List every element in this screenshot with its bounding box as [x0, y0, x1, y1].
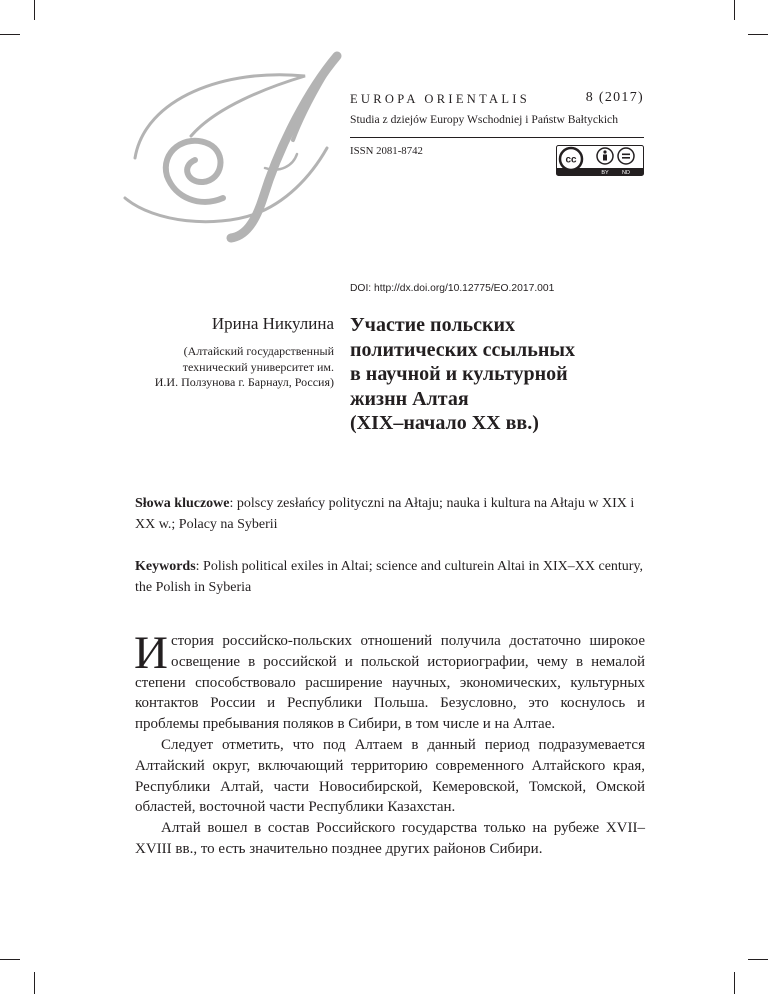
issn: ISSN 2081-8742 — [350, 145, 423, 157]
header-rule — [350, 137, 644, 138]
article-body — [134, 627, 645, 860]
keywords-polish — [135, 493, 647, 535]
crop-mark-top-right-vertical — [734, 0, 735, 20]
title-line: в научной и культурной — [350, 363, 568, 385]
journal-subtitle: Studia z dziejów Europy Wschodniej i Państw Bałtyckich — [350, 113, 619, 126]
keywords-english-label: Keywords — [135, 559, 196, 574]
affiliation-line: И.И. Ползунова г. Барнаул, Россия) — [154, 375, 334, 389]
keywords-polish-label: Słowa kluczowe — [135, 496, 230, 511]
author-name: Ирина Никулина — [211, 314, 334, 333]
drop-cap: И — [134, 627, 168, 679]
body-paragraph: Алтай вошел в состав Российского государства только на рубеже XVII–XVIII вв., то есть значительно позднее других районов Сибири. — [135, 820, 645, 857]
title-line: (XIX–начало XX вв.) — [350, 412, 539, 434]
crop-mark-bottom-right-vertical — [734, 972, 735, 994]
by-label: BY — [601, 170, 609, 176]
crop-mark-bottom-left-vertical — [34, 972, 35, 994]
author-affiliation — [114, 344, 334, 391]
paragraph-text: стория российско-польских отношений получила достаточно широкое освещение в российской и польской историографии, чему в немалой степени способствовало расширение научных, экономических, культурных контактов России и Республики Польша. Безусловно, это коснулось и проблемы пребывания поляков в Сибири, в том числе и на Алтае. — [135, 633, 645, 733]
crop-mark-top-left-horizontal — [0, 34, 20, 35]
nd-label: ND — [622, 170, 630, 176]
crop-mark-top-right-horizontal — [748, 34, 768, 35]
crop-mark-top-left-vertical — [34, 0, 35, 20]
issue-number: 8 (2017) — [585, 90, 644, 105]
affiliation-line: (Алтайский государственный — [183, 344, 334, 358]
article-title — [350, 313, 650, 436]
no-derivatives-icon — [618, 148, 634, 164]
title-line: Участие польских — [350, 314, 516, 336]
keywords-english-text: : Polish political exiles in Altai; science and culturein Altai in XIX–XX century, the Polish in Syberia — [135, 559, 644, 595]
title-line: политических ссыльных — [350, 338, 575, 361]
keywords-english — [135, 556, 647, 598]
title-line: жизнн Алтая — [350, 387, 469, 410]
body-paragraph: Следует отметить, что под Алтаем в данный период подразумевается Алтайский округ, включающий территорию современного Алтайского края, Республики Алтай, части Новосибирской, Кемеровской, Томской, Омской областей, восточной части Республики Казахстан. — [135, 736, 645, 816]
journal-name: EUROPA ORIENTALIS — [350, 92, 530, 106]
crop-mark-bottom-right-horizontal — [748, 959, 768, 960]
cc-text: cc — [565, 154, 577, 166]
journal-monogram-logo — [105, 48, 357, 244]
crop-mark-bottom-left-horizontal — [0, 959, 20, 960]
doi-link[interactable]: DOI: http://dx.doi.org/10.12775/EO.2017.001 — [350, 283, 555, 294]
keywords-polish-text: : polscy zesłańcy polityczni na Ałtaju; nauka i kultura na Ałtaju w XIX i XX w.; Polacy na Syberii — [135, 496, 635, 532]
creative-commons-by-nd-badge[interactable] — [556, 145, 644, 176]
affiliation-line: технический университет им. — [182, 359, 334, 374]
body-paragraph — [134, 627, 645, 735]
